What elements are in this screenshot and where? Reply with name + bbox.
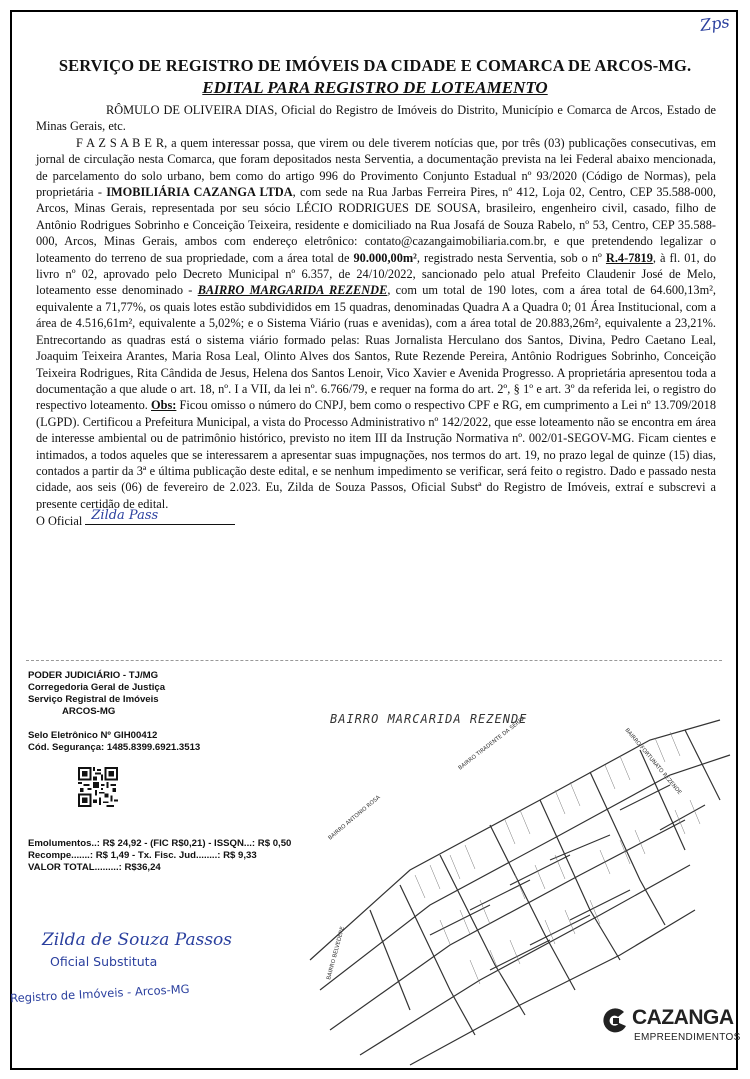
officer-line: O Oficial Zilda Pass: [36, 512, 716, 529]
subdivision-name: BAIRRO MARGARIDA REZENDE: [197, 283, 388, 298]
fee-recompe: Recompe.......: R$ 1,49 - Tx. Fisc. Jud........: R$ 9,33: [28, 850, 257, 861]
signer-name: Zilda de Souza Passos: [42, 930, 232, 950]
map-title: BAIRRO MARCARIDA REZENDE: [330, 712, 528, 726]
document-title: SERVIÇO DE REGISTRO DE IMÓVEIS DA CIDADE E COMARCA DE ARCOS-MG.: [58, 56, 692, 75]
cazanga-logo-icon: [600, 1006, 630, 1036]
logo-subtitle: EMPREENDIMENTOS: [634, 1032, 741, 1043]
document-subtitle: EDITAL PARA REGISTRO DE LOTEAMENTO: [202, 78, 548, 97]
seal-number: Selo Eletrônico Nº GIH00412: [28, 730, 158, 741]
cazanga-logo: [598, 1002, 741, 1054]
main-paragraph: F A Z S A B E R, a quem interessar possa, que virem ou dele tiverem notícias que, por três (03) publicações consecutivas, em jornal de circulação nesta Comarca, que foram depositados nesta Serventia, a documentação prevista na lei Federal abaixo mencionada, de parcelamento do solo urbano, bem como do artigo 996 do Provimento Conjunto Estadual nº 93/2020 (Código de Normas), pela proprietária - IMOBILIÁRIA CAZANGA LTDA, com sede na Rua Jarbas Ferreira Pires, nº 412, Loja 02, Centro, CEP 35.588-000, Arcos, Minas Gerais, representada por seu sócio LÉCIO RODRIGUES DE SOUSA, brasileiro, engenheiro civil, casado, filho de Antônio Rodrigues Sobrinho e Conceição Teixeira, residente e domiciliado na Rua Josafá de Souza Rabelo, nº 53, Centro, CEP 35.588-000, Arcos, Minas Gerais, ambos com endereço eletrônico: contato@cazangaimobiliaria.com.br, e que pretendendo legalizar o loteamento do terreno de sua propriedade, com a área total de 90.000,00m², registrado nesta Serventia, sob o nº R.4-7819, à fl. 01, do livro nº 02, aprovado pelo Decreto Municipal nº 6.357, de 24/10/2022, sancionado pelo atual Prefeito Claudenir José de Melo, loteamento esse denominado - BAIRRO MARGARIDA REZENDE, com um total de 190 lotes, com a área total de 64.600,13m², equivalente a 71,77%, os quais lotes estão subdivididos em 15 quadras, denominadas Quadra A a Quadra 0; 01 Área Institucional, com a área de 4.516,61m², equivalente a 5,02%; e o Sistema Viário (ruas e avenidas), com a área total de 20.883,26m², equivalente a 23,21%. Entrecortando as quadras está o sistema viário formado pelas: Ruas Jornalista Herculano dos Santos, Divina, Pedro Caetano Leal, Joaquim Teixeira Arantes, Maria Rosa Leal, Olinto Alves dos Santos, Rute Rezende Pereira, Antônio Rodrigues Sobrinho, Conceição Teixeira Rodrigues, Rita Cândida de Jesus, Helena dos Santos Lenoir, Vico Xavier e Avenida Progresso. A proprietária apresentou toda a documentação a que alude o art. 18, nº. I a VII, da lei nº. 6.766/79, e requer na forma do art. 2º, § 1º e art. 3º da referida lei, o registro do respectivo loteamento. Obs: Ficou omisso o número do CNPJ, bem como o respectivo CPF e RG, em cumprimento a Lei nº 13.709/2018 (LGPD). Certificou a Prefeitura Municipal, a vista do Processo Administrativo nº 142/2022, que esse loteamento não se encontra em área de interesse ambiental ou de patrimônio histórico, previsto no item III da Instrução Normativa nº. 002/01-SEGOV-MG. Ficam cientes e intimados, a todos aqueles que se interessarem a apresentar suas impugnações, nos termos do art. 19, no prazo legal de quinze (15) dias, contados a partir da 3ª e última publicação deste edital, e se nenhum impedimento se verificar, será feito o registro. Dado e passado nesta cidade, aos seis (06) de fevereiro de 2.023. Eu, Zilda de Souza Passos, Oficial Substª do Registro de Imóveis, extraí e subscrevi a presente certidão de edital.: [36, 135, 716, 511]
logo-brand: CAZANGA: [632, 1006, 734, 1029]
signer-office: Registro de Imóveis - Arcos-MG: [9, 981, 190, 1006]
corner-initials: Zps: [698, 12, 731, 35]
signer-stamp: [9, 930, 248, 1006]
registry-stamp: PODER JUDICIÁRIO - TJ/MG Corregedoria Geral de Justiça Serviço Registral de Imóveis ARCOS-MG Selo Eletrônico Nº GIH00412 Cód. Segurança: 1485.8399.6921.3513: [28, 670, 298, 754]
fee-emolumentos: Emolumentos..: R$ 24,92 - (FIC R$0,21) - ISSQN...: R$ 0,50: [28, 838, 292, 849]
map-street-label: BAIRRO ANTONIO ROSA: [327, 794, 382, 842]
map-street-label: BAIRRO FORTUNATO REZENDE: [623, 727, 683, 796]
map-street-label: BAIRRO BELVEDERE: [326, 925, 347, 981]
company-name: IMOBILIÁRIA CAZANGA LTDA: [106, 185, 293, 200]
signer-role: Oficial Substituta: [50, 954, 158, 969]
officer-signature: Zilda Pass: [91, 508, 159, 524]
obs-label: Obs:: [151, 398, 177, 413]
officer-signature-line: [85, 508, 235, 525]
security-code: Cód. Segurança: 1485.8399.6921.3513: [28, 742, 201, 753]
intro-paragraph: RÔMULO DE OLIVEIRA DIAS, Oficial do Registro de Imóveis do Distrito, Município e Comarca de Arcos, Estado de Minas Gerais, etc.: [36, 103, 716, 134]
map-street-label: BAIRRO TIRADENTE DA SERRA: [457, 715, 527, 772]
fee-total: VALOR TOTAL.........: R$36,24: [28, 862, 161, 873]
area-total: 90.000,00m²: [353, 250, 417, 265]
registry-number: R.4-7819: [605, 250, 653, 265]
qr-code-icon: [78, 767, 118, 807]
fees-block: [28, 838, 298, 874]
edital-body: [36, 102, 716, 530]
